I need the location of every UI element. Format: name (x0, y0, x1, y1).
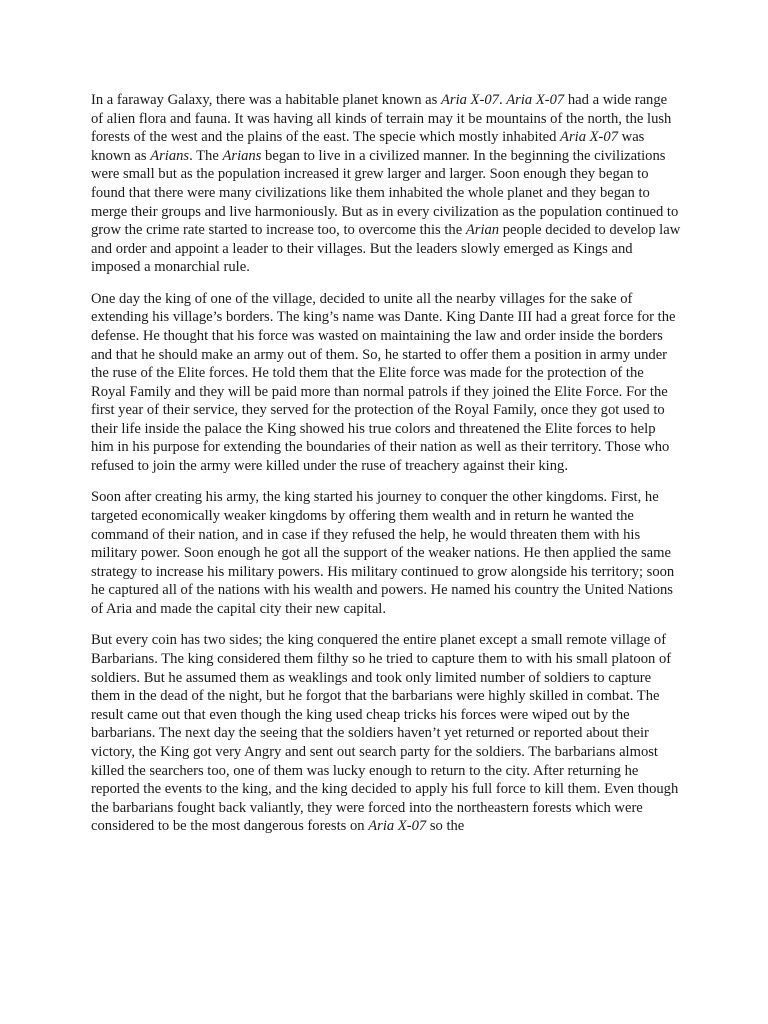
italic-text-run: Arians (222, 147, 262, 164)
text-run: was known as (91, 129, 645, 164)
text-run: But every coin has two sides; the king conquered the entire planet except a small remote village of Barbarians. The king considered them filthy so he tried to capture them to with his small platoon of soldiers. But he assumed them as weaklings and took only limited number of soldiers to capture them in the dead of the night, but he forgot that the barbarians were highly skilled in combat. The result came out that even though the king used cheap tricks his forces were wiped out by the barbarians. The next day the seeing that the soldiers haven’t yet returned or reported about their victory, the King got very Angry and sent out search party for the soldiers. The barbarians almost killed the searchers too, one of them was lucky enough to return to the city. After returning he reported the events to the king, and the king decided to apply his full force to kill them. Even though the barbarians fought back valiantly, they were forced into the northeastern forests which were considered to be the most dangerous forests on (91, 632, 679, 835)
italic-text-run: Arian (465, 222, 500, 239)
text-run: began to live in a civilized manner. In the beginning the civilizations were small but as the population increased it grew larger and larger. Soon enough they began to found that there were many civilizations like them inhabited the whole planet and they began to merge their groups and live harmoniously. But as in every civilization as the population continued to grow the crime rate started to increase too, to overcome this the (91, 147, 679, 239)
story-text (91, 91, 681, 849)
text-run: . The (189, 147, 223, 164)
text-run: had a wide range of alien flora and fauna. It was having all kinds of terrain may it be mountains of the north, the lush forests of the west and the plains of the east. The specie which mostly inhabited (91, 92, 672, 146)
italic-text-run: Arians (150, 147, 190, 164)
paragraph-2 (91, 290, 681, 476)
paragraph-1 (91, 91, 681, 277)
italic-text-run: Aria X-07 (560, 129, 619, 146)
italic-text-run: Aria X-07 (368, 818, 427, 835)
text-run: . (498, 92, 507, 108)
text-run: One day the king of one of the village, decided to unite all the nearby villages for the sake of extending his village’s borders. The king’s name was Dante. King Dante III had a great force for the defense. He thought that his force was wasted on maintaining the law and order inside the borders and that he should make an army out of them. So, he started to offer them a position in army under the ruse of the Elite forces. He told them that the Elite force was made for the protection of the Royal Family and they will be paid more than normal patrols if they joined the Elite Force. For the first year of their service, they served for the protection of the Royal Family, once they got used to their life inside the palace the King showed his true colors and threatened the Elite forces to help him in his purpose for extending the boundaries of their nation as well as their territory. Those who refused to join the army were killed under the ruse of treachery against their king. (91, 290, 676, 475)
italic-text-run: Aria X-07 (506, 92, 565, 108)
paragraph-3 (91, 488, 681, 618)
text-run: Soon after creating his army, the king started his journey to conquer the other kingdoms. First, he targeted economically weaker kingdoms by offering them wealth and in return he wanted the command of their nation, and in case if they refused the help, he would threaten them with his military power. Soon enough he got all the support of the weaker nations. He then applied the same strategy to increase his military powers. His military continued to grow alongside his territory; soon he captured all of the nations with his wealth and powers. He named his country the United Nations of Aria and made the capital city their new capital. (91, 489, 675, 618)
paragraph-4 (91, 631, 681, 836)
italic-text-run: Aria X-07 (440, 92, 499, 108)
text-run: so the (426, 818, 465, 835)
text-run: people decided to develop law and order and appoint a leader to their villages. But the leaders slowly emerged as Kings and imposed a monarchial rule. (91, 222, 681, 276)
text-run: In a faraway Galaxy, there was a habitable planet known as (91, 92, 441, 108)
